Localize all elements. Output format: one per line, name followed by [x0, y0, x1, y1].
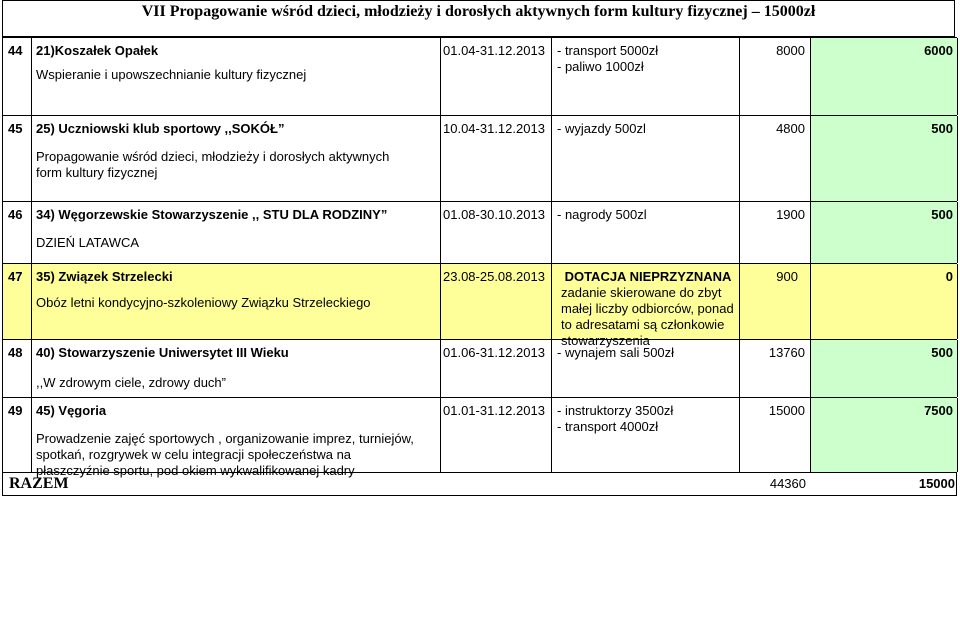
row-number: 45 [3, 116, 32, 201]
table-row [2, 263, 957, 348]
requested-amount: 900 [740, 264, 811, 339]
row-number: 47 [3, 264, 32, 339]
granted-amount: 500 [811, 340, 958, 397]
cost-item: - transport 5000zł [557, 43, 659, 58]
requested-amount: 13760 [740, 340, 811, 397]
date-range: 10.04-31.12.2013 [441, 116, 552, 201]
granted-amount: 500 [811, 202, 958, 263]
organization-cell [32, 116, 441, 201]
task-description: ,,W zdrowym ciele, zdrowy duch” [36, 375, 226, 390]
grant-denied-label: DOTACJA NIEPRZYZNANA [564, 269, 732, 284]
organization-cell [32, 38, 441, 115]
task-description: Prowadzenie zajęć sportowych , organizowanie imprez, turniejów, spotkań, rozgrywek w celu integracji społeczeństwa na płaszczyźnie sportu, pod okiem wykwalifikowanej kadry [36, 431, 414, 478]
total-label: RAZEM [9, 475, 69, 492]
granted-amount: 500 [811, 116, 958, 201]
cost-item: - wynajem sali 500zł [557, 345, 675, 360]
row-number: 49 [3, 398, 32, 472]
row-number: 44 [3, 38, 32, 115]
organization-name: 34) Węgorzewskie Stowarzyszenie ,, STU DLA RODZINY” [36, 207, 388, 222]
task-description: Propagowanie wśród dzieci, młodzieży i dorosłych aktywnych form kultury fizycznej [36, 149, 390, 180]
section-title: VII Propagowanie wśród dzieci, młodzieży i dorosłych aktywnych form kultury fizycznej – 15000zł [2, 0, 955, 37]
table-row [2, 115, 957, 201]
cost-breakdown [552, 340, 740, 397]
task-description: Obóz letni kondycyjno-szkoleniowy Związku Strzeleckiego [36, 295, 371, 310]
cost-breakdown [552, 116, 740, 201]
row-number: 46 [3, 202, 32, 263]
date-range: 01.01-31.12.2013 [441, 398, 552, 472]
cost-breakdown [552, 398, 740, 472]
table-row [2, 397, 957, 478]
total-requested: 44360 [769, 476, 806, 491]
granted-amount: 6000 [811, 38, 958, 115]
requested-amount: 1900 [740, 202, 811, 263]
task-description: DZIEŃ LATAWCA [36, 235, 140, 250]
cost-breakdown [552, 202, 740, 263]
cost-item: - nagrody 500zl [557, 207, 647, 222]
cost-breakdown [552, 264, 740, 348]
table-row [2, 201, 957, 263]
requested-amount: 15000 [740, 398, 811, 472]
organization-cell [32, 398, 441, 478]
row-number: 48 [3, 340, 32, 397]
table-row [2, 37, 957, 115]
requested-amount: 4800 [740, 116, 811, 201]
total-row [2, 472, 957, 496]
organization-cell [32, 202, 441, 263]
cost-item: - transport 4000zł [557, 419, 659, 434]
date-range: 01.04-31.12.2013 [441, 38, 552, 115]
cost-breakdown [552, 38, 740, 115]
total-granted: 15000 [918, 476, 955, 491]
cost-item: - paliwo 1000zł [557, 59, 644, 74]
cost-item: - wyjazdy 500zl [557, 121, 646, 136]
granted-amount: 7500 [811, 398, 958, 472]
requested-amount: 8000 [740, 38, 811, 115]
denial-reason: zadanie skierowane do zbyt małej liczby odbiorców, ponad to adresatami są członkowie stowarzyszenia [561, 285, 734, 348]
table-row [2, 339, 957, 397]
organization-name: 25) Uczniowski klub sportowy ,,SOKÓŁ” [36, 121, 285, 136]
granted-amount: 0 [811, 264, 958, 339]
organization-name: 35) Związek Strzelecki [36, 269, 173, 284]
organization-name: 21)Koszałek Opałek [36, 43, 159, 58]
organization-name: 45) Vęgoria [36, 403, 107, 418]
date-range: 01.08-30.10.2013 [441, 202, 552, 263]
organization-cell [32, 264, 441, 339]
task-description: Wspieranie i upowszechnianie kultury fizycznej [36, 67, 307, 82]
cost-item: - instruktorzy 3500zł [557, 403, 674, 418]
organization-cell [32, 340, 441, 397]
date-range: 23.08-25.08.2013 [441, 264, 552, 339]
organization-name: 40) Stowarzyszenie Uniwersytet III Wieku [36, 345, 289, 360]
date-range: 01.06-31.12.2013 [441, 340, 552, 397]
